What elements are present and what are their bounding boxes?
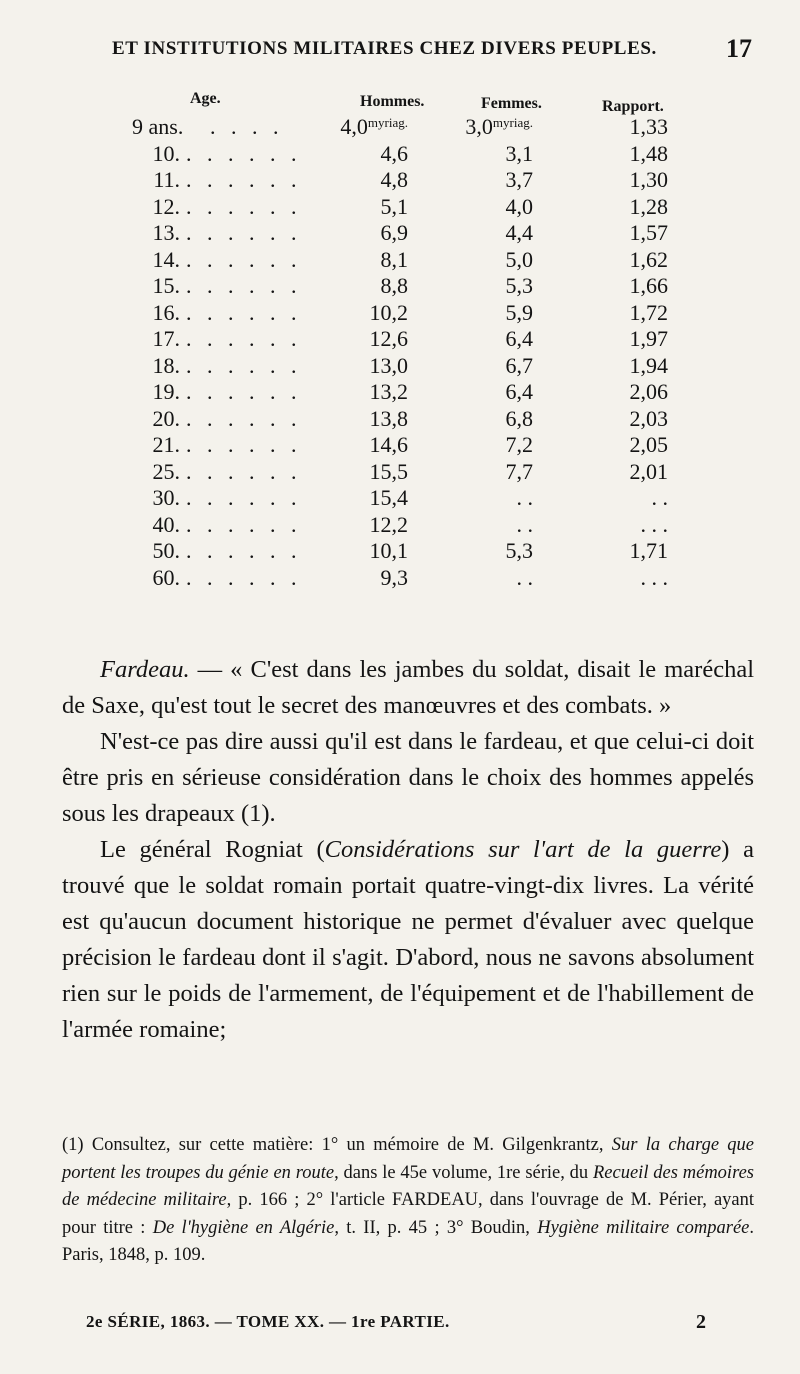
cell-age: 50. — [152, 538, 180, 563]
table-row — [0, 485, 800, 511]
cell-women: $3,0^{myriag.}$ — [465, 114, 533, 139]
cell-women: 5,0 — [505, 246, 533, 272]
dot-leader: . . . . . . — [186, 458, 302, 484]
paragraph-question: N'est-ce pas dire aussi qu'il est dans le fardeau, et que celui-ci doit être pris en sérieuse considération dans le choix des hommes appelés sous les drapeaux (1). — [62, 728, 754, 827]
cell-age: 12. — [152, 193, 180, 219]
cell-ratio: 1,97 — [629, 326, 668, 351]
table-row — [0, 141, 800, 167]
table-row — [0, 432, 800, 458]
cell-men: 10,2 — [369, 299, 408, 325]
cell-age: 11. — [153, 167, 180, 192]
cell-men: $4,0^{myriag.}$ — [340, 114, 408, 139]
cell-men: 4,6 — [380, 140, 408, 166]
dot-leader: . . . . . . — [186, 140, 302, 166]
cell-ratio: 2,05 — [629, 432, 668, 457]
cell-women: 7,7 — [505, 458, 533, 484]
cell-ratio: 1,30 — [629, 167, 668, 192]
table-row — [0, 538, 800, 564]
cell-age: 9 ans. — [132, 114, 184, 139]
cell-men: 4,8 — [380, 167, 408, 192]
cell-age: 60. — [152, 564, 180, 590]
table-row — [0, 326, 800, 352]
dot-leader: . . . . . . — [186, 352, 302, 378]
cell-men: 10,1 — [369, 538, 408, 563]
paragraph-rogniat: Le général Rogniat (Considérations sur l'art de la guerre) a trouvé que le soldat romain portait quatre-vingt-dix livres. La vérité est qu'aucun document historique ne permet d'évaluer avec quelque précision le fardeau dont il s'agit. D'abord, nous ne savons absolument rien sur le poids de l'armement, de l'équipement et de l'habillement de l'armée romaine; — [62, 836, 754, 1043]
cell-women: 3,1 — [505, 140, 533, 166]
signature-text: 2e SÉRIE, 1863. — TOME XX. — 1re PARTIE. — [86, 1312, 450, 1331]
cell-men: 8,1 — [380, 246, 408, 272]
cell-ratio: 1,71 — [629, 538, 668, 563]
cell-women: 6,4 — [505, 326, 533, 351]
cell-age: 25. — [152, 458, 180, 484]
table-row — [0, 300, 800, 326]
cell-men: 5,1 — [380, 193, 408, 219]
cell-women: 3,7 — [505, 167, 533, 192]
cell-age: 19. — [152, 379, 180, 404]
dot-leader: . . . . . . — [186, 485, 302, 510]
dot-leader: . . . . . . — [186, 432, 302, 457]
cell-ratio: 1,33 — [629, 114, 668, 139]
paragraph-fardeau: Fardeau. — « C'est dans les jambes du soldat, disait le maréchal de Saxe, qu'est tout le secret des manœuvres et des combats. » — [62, 656, 754, 719]
cell-men: 6,9 — [380, 220, 408, 245]
cell-ratio: 1,57 — [629, 220, 668, 245]
dot-leader: . . . . . . — [186, 511, 302, 537]
cell-ratio: 2,01 — [629, 458, 668, 484]
signature-number: 2 — [696, 1311, 706, 1333]
cell-age: 14. — [152, 246, 180, 272]
cell-ratio: 2,06 — [629, 379, 668, 404]
dot-leader: . . . . . . — [186, 405, 302, 431]
unit-label: myriag. — [492, 115, 533, 130]
footnote-text: (1) Consultez, sur cette matière: 1° un mémoire de M. Gilgenkrantz, Sur la charge que portent les troupes du génie en route, dans le 45e volume, 1re série, du Recueil des mémoires de médecine militaire, p. 166 ; 2° l'article FARDEAU, dans l'ouvrage de M. Périer, ayant pour titre : De l'hygiène en Algérie, t. II, p. 45 ; 3° Boudin, Hygiène militaire comparée. Paris, 1848, p. 109. — [62, 1135, 755, 1266]
cell-age: 30. — [152, 485, 180, 510]
cell-women: 7,2 — [505, 432, 533, 457]
header-age: Age. — [190, 90, 221, 107]
cell-women: 6,8 — [505, 405, 533, 431]
cell-ratio: 2,03 — [629, 405, 668, 431]
cell-ratio: . . — [651, 485, 668, 510]
cell-age: 21. — [152, 432, 180, 457]
cell-women: 5,9 — [505, 299, 533, 325]
header-women: Femmes. — [481, 95, 542, 112]
cell-age: 13. — [152, 220, 180, 245]
dot-leader: . . . . . . — [186, 379, 302, 404]
cell-age: 10. — [152, 140, 180, 166]
table-row — [0, 194, 800, 220]
table-row — [0, 220, 800, 246]
cell-ratio: . . . — [640, 511, 668, 537]
running-title: ET INSTITUTIONS MILITAIRES CHEZ DIVERS PEUPLES. — [112, 38, 657, 59]
cell-women: 5,3 — [505, 273, 533, 298]
cell-men: 8,8 — [380, 273, 408, 298]
cell-age: 20. — [152, 405, 180, 431]
signature-line — [62, 1312, 754, 1338]
age-weight-table — [0, 90, 800, 620]
header-men: Hommes. — [360, 93, 425, 110]
cell-ratio: 1,28 — [629, 193, 668, 219]
dot-leader: . . . . . . — [186, 246, 302, 272]
cell-men: 15,5 — [369, 458, 408, 484]
dot-leader: . . . . . . — [186, 564, 302, 590]
cell-women: 6,7 — [505, 352, 533, 378]
cell-ratio: . . . — [640, 564, 668, 590]
cell-age: 18. — [152, 352, 180, 378]
section-title: Fardeau. — [100, 656, 190, 683]
cell-men: 13,8 — [369, 405, 408, 431]
cell-ratio: 1,62 — [629, 246, 668, 272]
cell-women: . . — [516, 485, 533, 510]
dot-leader: . . . . . . — [186, 167, 302, 192]
cell-age: 15. — [152, 273, 180, 298]
cell-ratio: 1,94 — [629, 352, 668, 378]
dot-leader: . . . . . . — [186, 538, 302, 563]
cell-ratio: 1,66 — [629, 273, 668, 298]
table-row — [0, 353, 800, 379]
table-row — [0, 565, 800, 591]
cell-men: 9,3 — [380, 564, 408, 590]
cell-men: 14,6 — [369, 432, 408, 457]
cell-women: 5,3 — [505, 538, 533, 563]
dot-leader: . . . . . . — [186, 326, 302, 351]
cell-age: 17. — [152, 326, 180, 351]
unit-label: myriag. — [367, 115, 408, 130]
table-row — [0, 247, 800, 273]
cell-women: 4,4 — [505, 220, 533, 245]
table-row — [0, 167, 800, 193]
cell-men: 13,0 — [369, 352, 408, 378]
cell-ratio: 1,72 — [629, 299, 668, 325]
table-row — [0, 379, 800, 405]
dot-leader: . . . . . . — [186, 220, 302, 245]
table-row — [0, 114, 800, 140]
page-number: 17 — [726, 34, 752, 63]
table-row — [0, 406, 800, 432]
dot-leader: . . . . . . — [186, 273, 302, 298]
running-head — [62, 34, 752, 64]
footnote — [62, 1132, 754, 1270]
cell-women: . . — [516, 511, 533, 537]
cell-women: 6,4 — [505, 379, 533, 404]
cell-age: 40. — [152, 511, 180, 537]
dot-leader: . . . . . . — [186, 193, 302, 219]
main-text — [62, 652, 754, 1048]
dot-leader: . . . . — [210, 114, 284, 139]
table-row — [0, 273, 800, 299]
table-row — [0, 459, 800, 485]
cell-women: 4,0 — [505, 193, 533, 219]
cell-age: 16. — [152, 299, 180, 325]
cell-men: 15,4 — [369, 485, 408, 510]
cell-men: 13,2 — [369, 379, 408, 404]
header-ratio: Rapport. — [602, 98, 664, 115]
table-row — [0, 512, 800, 538]
cell-women: . . — [516, 564, 533, 590]
cell-men: 12,6 — [369, 326, 408, 351]
dot-leader: . . . . . . — [186, 299, 302, 325]
cell-ratio: 1,48 — [629, 140, 668, 166]
cell-men: 12,2 — [369, 511, 408, 537]
